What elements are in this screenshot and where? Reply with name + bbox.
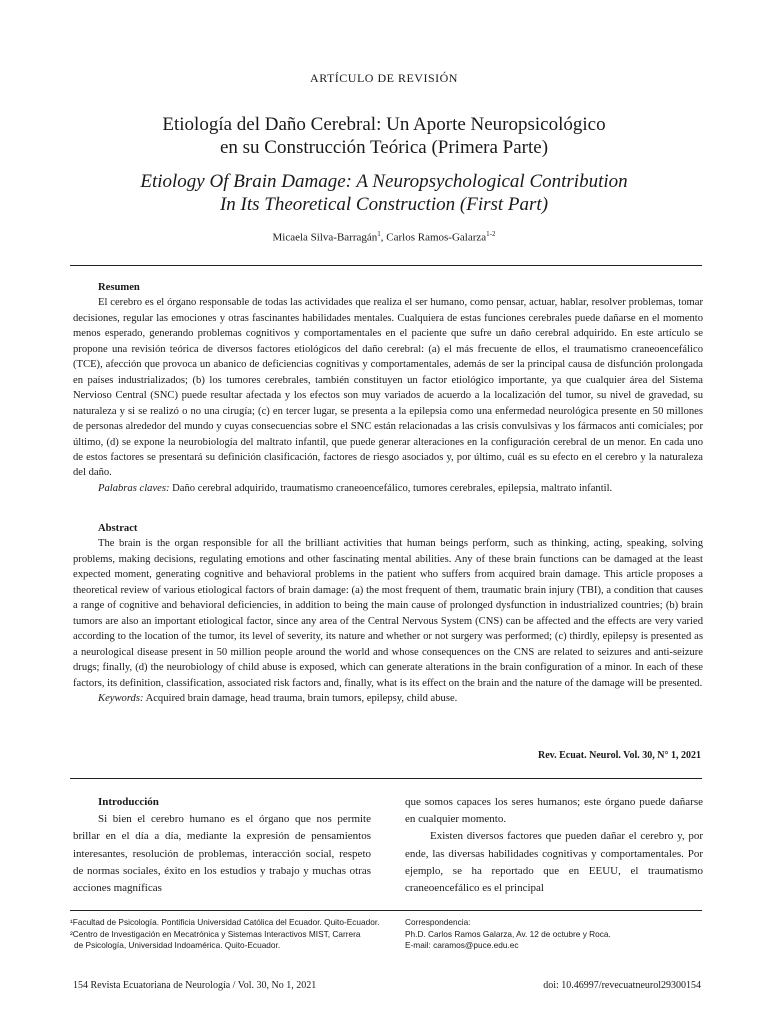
abstract-body: The brain is the organ responsible for all the brilliant activities that human beings perform, such as thinking, acting, speaking, solving problems, making decisions, regulating emotions and other fascinating mental abilities. Any of these brain functions can be damaged at the least expected moment, generating cognitive and behavioral problems in the patient who suffers from acquired brain damage. This article proposes a theoretical review of various etiological factors of brain damage: (a) the most frequent of them, traumatic brain injury (TBI), a condition that causes a range of cognitive and behavioral deficiencies, in addition to being the main cause of prolonged dysfunction in industrialized countries; (b) brain tumors are also an important etiological factor, since any area of the Central Nervous System (CNS) can be affected and the effects are very varied according to the location of the tumor, its level of severity, its nature and whether or not surgery was performed; (c) thirdly, epilepsy is presented as a neurological disease present in 50 million people around the world and whose consequences on the CNS are related to seizures and anti-seizure drugs; finally, (d) the neurobiology of child abuse is exposed, which can generate alterations in the brain configuration of a minor. In each of these factors, its definition, classification, associated risk factors and, finally, what is its effect on the brain and the nature of the damage will be presented. bbox=[73, 538, 703, 689]
affiliations bbox=[70, 917, 380, 952]
correspondence-name: Ph.D. Carlos Ramos Galarza, Av. 12 de octubre y Roca. bbox=[405, 928, 611, 939]
author-2-affiliation: 1-2 bbox=[486, 230, 496, 238]
correspondence-label: Correspondencia: bbox=[405, 917, 471, 927]
intro-right-text-1: que somos capaces los seres humanos; este órgano puede dañarse en cualquier momento. bbox=[405, 796, 703, 826]
resumen-keywords-label: Palabras claves: bbox=[98, 482, 170, 494]
divider-top bbox=[70, 265, 702, 266]
author-1-affiliation: 1 bbox=[377, 230, 381, 238]
citation: Rev. Ecuat. Neurol. Vol. 30, N° 1, 2021 bbox=[538, 750, 701, 761]
footer-doi[interactable]: doi: 10.46997/revecuatneurol29300154 bbox=[543, 980, 701, 991]
divider-middle bbox=[70, 778, 702, 779]
affiliation-2-cont: de Psicología, Universidad Indoamérica. Quito-Ecuador. bbox=[74, 940, 281, 950]
intro-left-text: Si bien el cerebro humano es el órgano que nos permite brillar en el día a día, mediante la expresión de pensamientos interesantes, resolución de problemas, interacción social, respeto de normas sociales, éxito en los estudios y trabajo y muchas otras acciones magníficas bbox=[73, 813, 371, 895]
resumen-keywords-text: Daño cerebral adquirido, traumatismo craneoencefálico, tumores cerebrales, epilepsia, maltrato infantil. bbox=[169, 482, 613, 494]
resumen-keywords bbox=[73, 481, 703, 496]
column-right bbox=[405, 794, 703, 897]
abstract-keywords-label: Keywords: bbox=[98, 692, 144, 704]
title-english-line-2: In Its Theoretical Construction (First Part) bbox=[219, 194, 549, 215]
abstract-keywords bbox=[73, 691, 703, 706]
resumen-body: El cerebro es el órgano responsable de todas las actividades que realiza el ser humano, como pensar, actuar, hablar, resolver problemas, tomar decisiones, regular las emociones y otras fascinantes habilidades mentales. Cualquiera de estas funciones cerebrales puede dañarse en el momento menos esperado, generando problemas cognitivos y comportamentales en el paciente que sufre un daño cerebral adquirido. En este artículo se propone una revisión teórica de diversos factores etiológicos del daño cerebral: (a) el más frecuente de ellos, el traumatismo craneoencefálico (TCE), afección que provoca un abanico de deficiencias cognitivas y comportamentales, además de ser la principal causa de disfunción prolongada en países industrializados; (b) los tumores cerebrales, también constituyen un factor etiológico importante, ya que cualquier área del Sistema Nervioso Central (SNC) puede resultar afectada y los efectos son muy variados de acuerdo a la localización del tumor, su nivel de gravedad, su naturaleza y si se realizó o no una cirugía; (c) en tercer lugar, se presenta a la epilepsia como una enfermedad neurológica presente en 50 millones de personas alrededor del mundo y cuyas consecuencias sobre el SNC están relacionadas a las crisis convulsivas y los fármacos anti comiciales; por último, (d) se expone la neurobiología del maltrato infantil, que puede generar alteraciones en la configuración cerebral de un menor. En cada uno de estos factores se presentará su definición clasificación, factores de riesgo asociados y, por último, cuál es su efecto en el cerebro y la naturaleza del daño. bbox=[73, 297, 703, 479]
author-separator: , Carlos Ramos-Galarza bbox=[380, 231, 487, 244]
column-left bbox=[73, 794, 371, 897]
intro-heading: Introducción bbox=[98, 796, 159, 808]
title-english-line-1: Etiology Of Brain Damage: A Neuropsychological Contribution bbox=[140, 171, 628, 192]
abstract-keywords-text: Acquired brain damage, head trauma, brain tumors, epilepsy, child abuse. bbox=[143, 692, 458, 704]
abstract-heading: Abstract bbox=[98, 523, 138, 534]
title-spanish-line-1: Etiología del Daño Cerebral: Un Aporte Neuropsicológico bbox=[162, 114, 606, 135]
section-label: ARTÍCULO DE REVISIÓN bbox=[310, 71, 458, 85]
affiliation-1: ¹Facultad de Psicología. Pontificia Universidad Católica del Ecuador. Quito-Ecuador. bbox=[70, 917, 380, 927]
resumen-section bbox=[73, 280, 703, 496]
abstract-section bbox=[73, 521, 703, 706]
title-spanish-line-2: en su Construcción Teórica (Primera Parte) bbox=[219, 137, 549, 158]
affiliation-2: ²Centro de Investigación en Mecatrónica y Sistemas Interactivos MIST, Carrera bbox=[70, 928, 361, 939]
divider-footnotes bbox=[70, 910, 702, 911]
authors bbox=[0, 230, 768, 244]
title-english bbox=[80, 170, 688, 216]
footer-journal: 154 Revista Ecuatoriana de Neurología / Vol. 30, No 1, 2021 bbox=[73, 980, 317, 991]
intro-right-text-2: Existen diversos factores que pueden dañar el cerebro y, por ende, las diversas habilidades cognitivas y comportamentales. Por ejemplo, se ha reportado que en EEUU, el traumatismo craneoencefálico es el principal bbox=[405, 830, 703, 895]
correspondence bbox=[405, 917, 705, 952]
correspondence-email[interactable]: E-mail: caramos@puce.edu.ec bbox=[405, 940, 519, 950]
resumen-heading: Resumen bbox=[98, 282, 140, 293]
title-spanish bbox=[80, 113, 688, 159]
author-1: Micaela Silva-Barragán bbox=[272, 231, 378, 244]
